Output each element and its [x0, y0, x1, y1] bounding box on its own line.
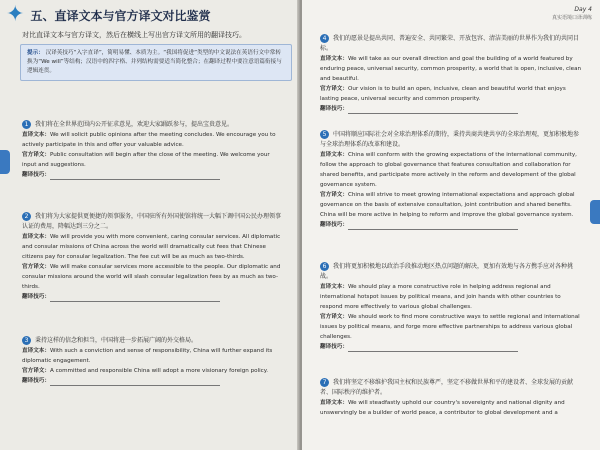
- official-label: 官方译文：: [22, 152, 50, 158]
- page-subheader: 真实语境口译训练: [551, 15, 592, 21]
- technique-label: 翻译技巧：: [320, 106, 348, 112]
- direct-label: 直译文本：: [320, 56, 348, 62]
- official-translation: Public consultation will begin after the close of the meeting. We welcome your input and suggestions.: [22, 152, 270, 168]
- exercise-item-6: [320, 262, 582, 352]
- tip-box: [20, 44, 292, 81]
- edge-tab: [0, 150, 10, 174]
- technique-answer-line[interactable]: [348, 343, 518, 352]
- section-header: [6, 4, 210, 26]
- item-number: 6: [320, 262, 329, 271]
- edge-tab: [590, 200, 600, 224]
- item-number: 4: [320, 34, 329, 43]
- official-translation: China will strive to meet growing international expectations and approach global governance on the basis of extensive consultation, joint contribution and shared benefits. China will be more active in helping to reform and improve the global governance system.: [320, 192, 575, 218]
- technique-label: 翻译技巧：: [22, 378, 50, 384]
- exercise-item-4: [320, 34, 582, 114]
- official-label: 官方译文：: [320, 86, 348, 92]
- chinese-source: 秉持这样的信念和担当，中国将进一步拓展广阔的外交格局。: [35, 337, 198, 344]
- chinese-source: 我们将在全世界范围内公开征求意见，欢迎大家踊跃参与，提出宝贵意见。: [35, 121, 234, 128]
- technique-answer-line[interactable]: [50, 293, 220, 302]
- chinese-source: 我们的愿景是提出共同、普遍安全、共同繁荣、开放包容、清洁美丽的世界作为我们的共同目标。: [320, 35, 580, 52]
- official-label: 官方译文：: [320, 314, 348, 320]
- technique-answer-line[interactable]: [348, 105, 518, 114]
- direct-translation: We should play a more constructive role in helping address regional and international hotspot issues by political means, and join hands with other countries to respond more effectively to various global challenges.: [320, 284, 561, 310]
- item-number: 5: [320, 130, 329, 139]
- direct-label: 直译文本：: [320, 284, 348, 290]
- official-translation: Our vision is to build an open, inclusive, clean and beautiful world that enjoys lasting peace, universal security and common prosperity.: [320, 86, 566, 102]
- decorative-star-icon: ✦: [6, 2, 25, 27]
- official-label: 官方译文：: [320, 192, 348, 198]
- technique-answer-line[interactable]: [50, 377, 220, 386]
- technique-answer-line[interactable]: [348, 221, 518, 230]
- chinese-source: 我们将更加积极地以政治手段推动地区热点问题的解决，更加有效地与各方携手应对各种挑战。: [320, 263, 574, 280]
- exercise-item-7: [320, 378, 582, 418]
- instructions: 对比直译文本与官方译文，然后在横线上写出官方译文所用的翻译技巧。: [22, 31, 246, 39]
- tip-label: 提示：: [27, 50, 44, 56]
- technique-label: 翻译技巧：: [320, 344, 348, 350]
- direct-translation: We will provide you with more convenient, caring consular services. All diplomatic and consular missions of China across the world will dramatically cut fees that Chinese citizens pay for consular legalization. The fee cut will be as much as two-thirds.: [22, 234, 281, 260]
- direct-label: 直译文本：: [22, 234, 50, 240]
- official-translation: We will make consular services more accessible to the people. Our diplomatic and consular missions around the world will slash consular legalization fees by as much as two-thirds.: [22, 264, 281, 290]
- page-header: Day 4: [574, 6, 592, 13]
- item-number: 7: [320, 378, 329, 387]
- direct-label: 直译文本：: [22, 132, 50, 138]
- direct-label: 直译文本：: [22, 348, 50, 354]
- chinese-source: 我们将为大家提供更便捷的领事服务，中国驻所有外国使馆将统一大幅下调中国公民办理领事认证的费用，降幅达到三分之二。: [22, 213, 282, 230]
- technique-answer-line[interactable]: [50, 171, 220, 180]
- official-label: 官方译文：: [22, 368, 50, 374]
- technique-label: 翻译技巧：: [22, 172, 50, 178]
- exercise-item-3: [22, 336, 284, 386]
- technique-label: 翻译技巧：: [320, 222, 348, 228]
- direct-label: 直译文本：: [320, 152, 348, 158]
- tip-text: 汉译英技巧“入字直译”，简明易懂、本质为主。“我国将促进”类型的中文说法在英语行文中常转换为“We will”等结构；汉语中的四字格、并列结构需要适当简化整合；在翻译过程中要注意语篇衔接与逻辑连贯。: [27, 50, 282, 74]
- official-translation: We should work to find more constructive ways to settle regional and international issues by political means, and forge more effective partnerships to address various global challenges.: [320, 314, 580, 340]
- direct-translation: We will steadfastly uphold our country's sovereignty and national dignity and unswervingly be a builder of world peace, a contributor to global development and a: [320, 400, 565, 416]
- chinese-source: 中国将顺应国际社会对全球治理体系的期待，秉持共商共建共享的全球治理观，更加积极地参与全球治理体系的改革和建设。: [320, 131, 580, 148]
- direct-translation: China will conform with the growing expectations of the international community, follow the approach to global governance that features consultation and collaboration for shared benefits, and participate more actively in the reform and development of the global governance system.: [320, 152, 577, 188]
- exercise-item-2: [22, 212, 284, 302]
- technique-label: 翻译技巧：: [22, 294, 50, 300]
- direct-label: 直译文本：: [320, 400, 348, 406]
- item-number: 1: [22, 120, 31, 129]
- official-translation: A committed and responsible China will adopt a more visionary foreign policy.: [49, 368, 269, 374]
- section-title: 五、直译文本与官方译文对比鉴赏: [30, 8, 211, 23]
- exercise-item-1: [22, 120, 284, 180]
- direct-translation: We will solicit public opinions after the meeting concludes. We encourage you to actively participate in this and offer your valuable advice.: [22, 132, 276, 148]
- direct-translation: With such a conviction and sense of responsibility, China will further expand its diplomatic engagement.: [22, 348, 273, 364]
- chinese-source: 我们将坚定不移维护我国主权和民族尊严，坚定不移做世界和平的建设者、全球发展的贡献者、国际秩序的维护者。: [320, 379, 574, 396]
- right-page: [302, 0, 600, 450]
- direct-translation: We will take as our overall direction and goal the building of a world featured by enduring peace, universal security, common prosperity, a world that is open, inclusive, clean and beautiful.: [320, 56, 582, 82]
- official-label: 官方译文：: [22, 264, 50, 270]
- exercise-item-5: [320, 130, 582, 230]
- item-number: 2: [22, 212, 31, 221]
- item-number: 3: [22, 336, 31, 345]
